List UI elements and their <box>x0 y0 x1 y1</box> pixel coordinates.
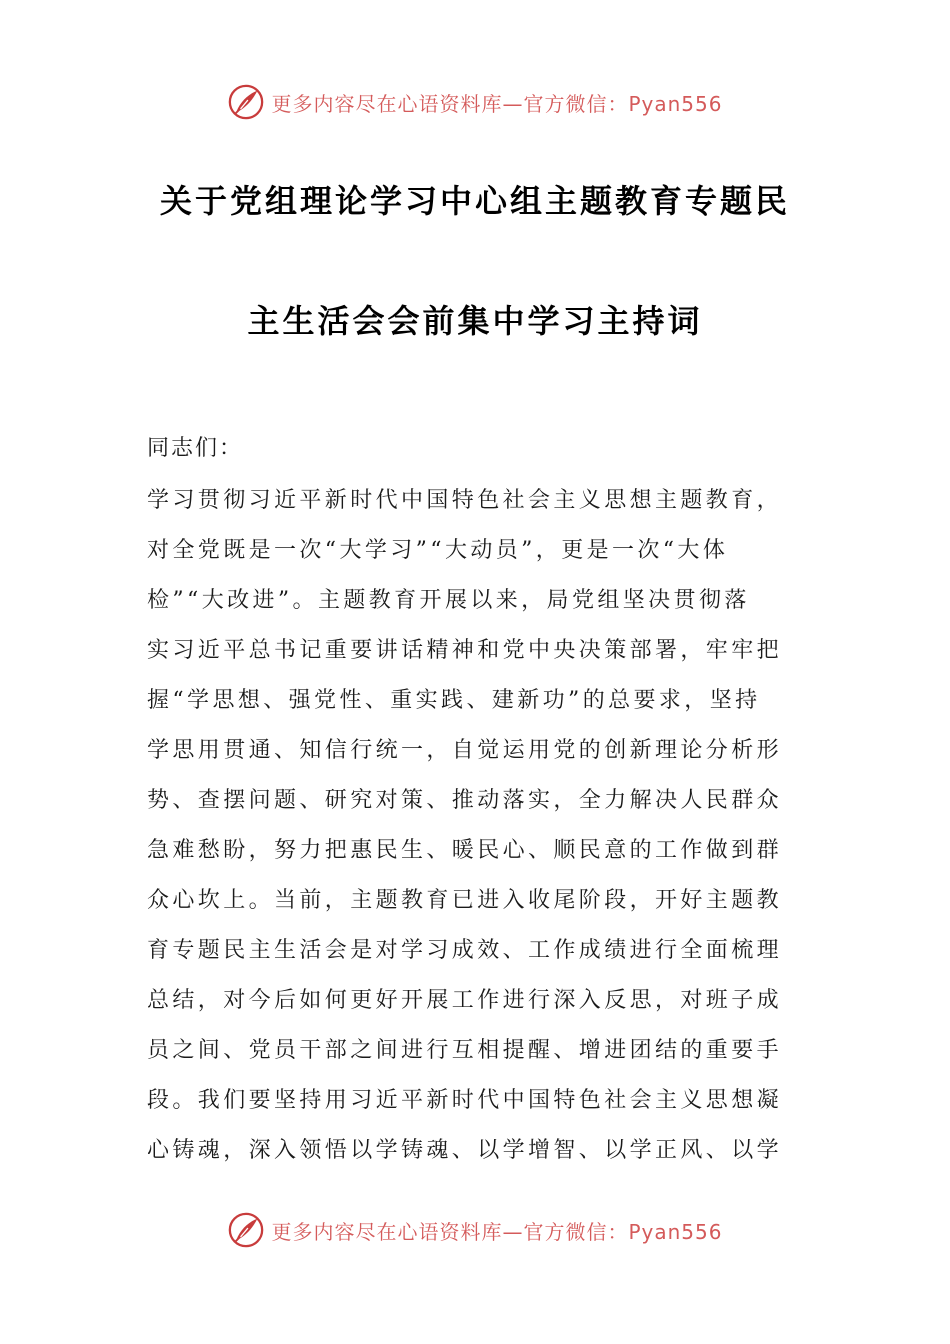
document-title-line-2: 主生活会会前集中学习主持词 <box>247 302 703 340</box>
body-line: 对全党既是一次“大学习”“大动员”，更是一次“大体 <box>147 538 729 563</box>
body-line: 急难愁盼，努力把惠民生、暖民心、顺民意的工作做到群 <box>147 838 783 863</box>
quill-logo-icon <box>227 83 265 121</box>
document-title-line-1: 关于党组理论学习中心组主题教育专题民 <box>159 182 790 220</box>
body-line: 育专题民主生活会是对学习成效、工作成绩进行全面梳理 <box>147 938 783 963</box>
body-line: 总结，对今后如何更好开展工作进行深入反思，对班子成 <box>147 988 783 1013</box>
body-line: 学习贯彻习近平新时代中国特色社会主义思想主题教育， <box>147 488 783 513</box>
body-line: 心铸魂，深入领悟以学铸魂、以学增智、以学正风、以学 <box>147 1138 783 1163</box>
footer-watermark <box>0 1208 950 1252</box>
quill-logo-icon <box>227 1211 265 1249</box>
body-line: 段。我们要坚持用习近平新时代中国特色社会主义思想凝 <box>147 1088 783 1113</box>
body-line: 检”“大改进”。主题教育开展以来，局党组坚决贯彻落 <box>147 588 750 613</box>
body-line: 握“学思想、强党性、重实践、建新功”的总要求，坚持 <box>147 688 761 713</box>
body-line: 众心坎上。当前，主题教育已进入收尾阶段，开好主题教 <box>147 888 783 913</box>
header-watermark <box>0 80 950 124</box>
body-line: 势、查摆问题、研究对策、推动落实，全力解决人民群众 <box>147 788 783 813</box>
watermark-text: 更多内容尽在心语资料库—官方微信：Pyan556 <box>271 1219 723 1244</box>
body-line: 员之间、党员干部之间进行互相提醒、增进团结的重要手 <box>147 1038 783 1063</box>
salutation: 同志们： <box>147 436 244 461</box>
body-line: 学思用贯通、知信行统一，自觉运用党的创新理论分析形 <box>147 738 783 763</box>
watermark-text: 更多内容尽在心语资料库—官方微信：Pyan556 <box>271 91 723 116</box>
body-line: 实习近平总书记重要讲话精神和党中央决策部署，牢牢把 <box>147 638 783 663</box>
